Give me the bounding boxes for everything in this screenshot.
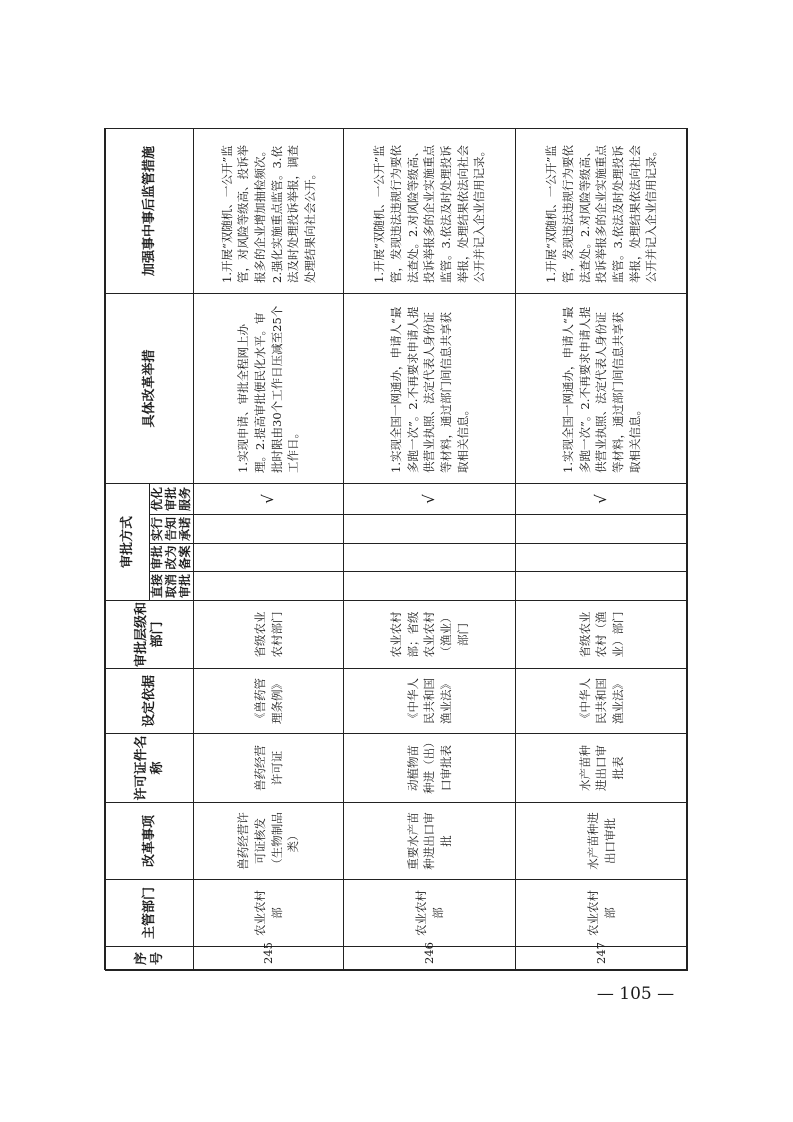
cell-license: 动植物苗种进（出）口审批表 (344, 734, 516, 803)
cell-supervision: 1.开展“双随机、一公开”监管，发现违法违规行为要依法查处。2.对风险等级高、投诉举报多的企业实施重点监管。3.依法及时处理投诉举报，处理结果依法向社会公开并记入企业信用记录。 (344, 128, 516, 293)
cell-item: 兽药经营许可证核发（生物制品类） (194, 803, 344, 880)
table-row (344, 128, 516, 970)
cell-record (194, 544, 344, 572)
header-license: 许可证件名称 (106, 734, 194, 803)
header-seq: 序号 (106, 947, 194, 971)
cell-level: 省级农业农村（渔业）部门 (516, 601, 688, 669)
header-dept: 主管部门 (106, 880, 194, 947)
cell-license: 兽药经营许可证 (194, 734, 344, 803)
cell-record (344, 544, 516, 572)
table-row (194, 128, 344, 970)
rotated-table-container (105, 129, 688, 971)
cell-measures: 1.实现全国一网通办，申请人“最多跑一次”。2.不再要求申请人提供营业执照、法定代表人身份证等材料，通过部门间信息共享获取相关信息。 (344, 293, 516, 483)
cell-level: 农业农村部；省级农业农村（渔业）部门 (344, 601, 516, 669)
table-frame (104, 128, 687, 970)
cell-notify (344, 515, 516, 544)
cell-optimize-check: √ (516, 483, 688, 514)
header-item: 改革事项 (106, 803, 194, 880)
header-level: 审批层级和部门 (106, 601, 194, 669)
cell-optimize-check: √ (344, 483, 516, 514)
page-number: — 105 — (596, 984, 675, 1004)
cell-dept: 农业农村部 (194, 880, 344, 947)
reform-table (105, 128, 688, 971)
cell-supervision: 1.开展“双随机、一公开”监管，对风险等级高、投诉举报多的企业增加抽检频次。2.强化实施重点监管。3.依法及时处理投诉举报，调查处理结果向社会公开。 (194, 128, 344, 293)
header-record: 审批改为备案 (150, 544, 194, 572)
cell-measures: 1.实现申请、审批全程网上办理。2.提高审批便民化水平。审批时限由30个工作日压减至25个工作日。 (194, 293, 344, 483)
cell-seq: 247 (516, 947, 688, 971)
header-cancel: 直接取消审批 (150, 572, 194, 601)
cell-optimize-check: √ (194, 483, 344, 514)
header-measures: 具体改革举措 (106, 293, 194, 483)
table-row (516, 128, 688, 970)
header-method: 审批方式 (106, 483, 150, 600)
cell-measures: 1.实现全国一网通办，申请人“最多跑一次”。2.不再要求申请人提供营业执照、法定代表人身份证等材料，通过部门间信息共享获取相关信息。 (516, 293, 688, 483)
cell-notify (194, 515, 344, 544)
header-basis: 设定依据 (106, 669, 194, 734)
cell-dept: 农业农村部 (344, 880, 516, 947)
cell-record (516, 544, 688, 572)
cell-dept: 农业农村部 (516, 880, 688, 947)
header-optimize: 优化审批服务 (150, 483, 194, 514)
header-notify: 实行告知承诺 (150, 515, 194, 544)
cell-basis: 《中华人民共和国渔业法》 (516, 669, 688, 734)
cell-seq: 245 (194, 947, 344, 971)
cell-level: 省级农业农村部门 (194, 601, 344, 669)
cell-basis: 《兽药管理条例》 (194, 669, 344, 734)
cell-cancel (516, 572, 688, 601)
cell-cancel (344, 572, 516, 601)
cell-basis: 《中华人民共和国渔业法》 (344, 669, 516, 734)
cell-license: 水产苗种进出口审批表 (516, 734, 688, 803)
cell-cancel (194, 572, 344, 601)
cell-seq: 246 (344, 947, 516, 971)
cell-item: 重要水产苗种进出口审批 (344, 803, 516, 880)
cell-notify (516, 515, 688, 544)
cell-item: 水产苗种进出口审批 (516, 803, 688, 880)
cell-supervision: 1.开展“双随机、一公开”监管，发现违法违规行为要依法查处。2.对风险等级高、投诉举报多的企业实施重点监管。3.依法及时处理投诉举报，处理结果依法向社会公开并记入企业信用记录。 (516, 128, 688, 293)
header-supervision: 加强事中事后监管措施 (106, 128, 194, 293)
